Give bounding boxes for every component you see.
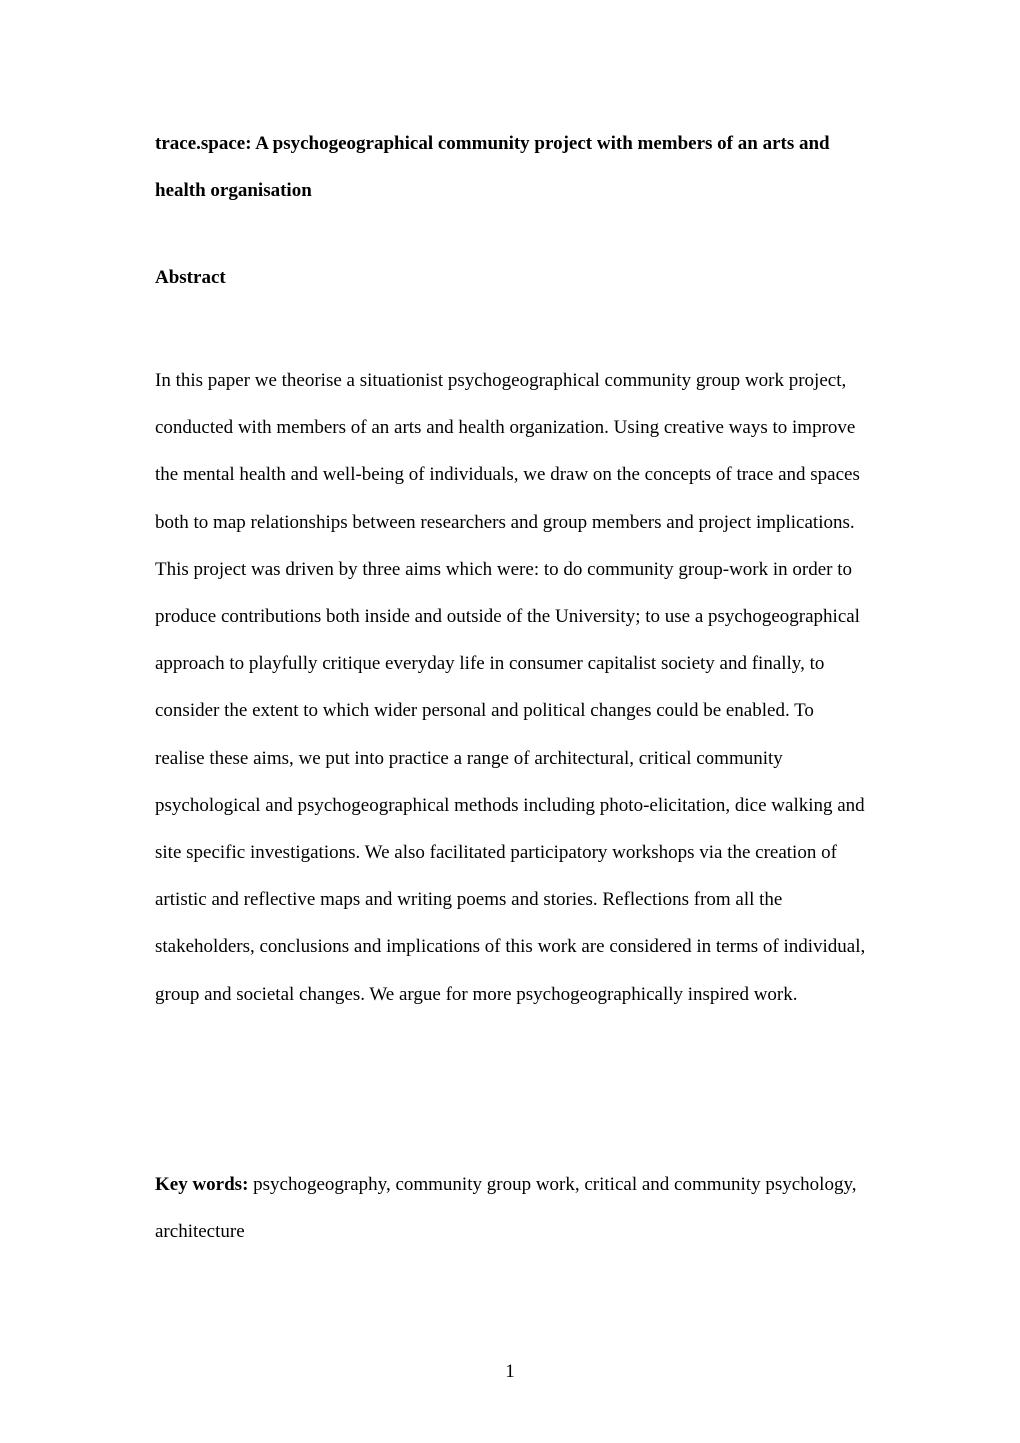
abstract-body: In this paper we theorise a situationist psychogeographical community group work project, conducted with members of an arts and health organization. Using creative ways to improve the mental health and well-being of individuals, we draw on the concepts of trace and spaces both to map relationships between researchers and group members and project implications. This project was driven by three aims which were: to do community group-work in order to produce contributions both inside and outside of the University; to use a psychogeographical approach to playfully critique everyday life in consumer capitalist society and finally, to consider the extent to which wider personal and political changes could be enabled. To realise these aims, we put into practice a range of architectural, critical community psychological and psychogeographical methods including photo-elicitation, dice walking and site specific investigations. We also facilitated participatory workshops via the creation of artistic and reflective maps and writing poems and stories. Reflections from all the stakeholders, conclusions and implications of this work are considered in terms of individual, group and societal changes. We argue for more psychogeographically inspired work. <box>155 370 866 1005</box>
abstract-heading: Abstract <box>155 267 226 288</box>
keywords-text: psychogeography, community group work, critical and community psychology, architecture <box>155 1174 857 1242</box>
keywords-paragraph <box>155 1161 867 1255</box>
keywords-label: Key words: <box>155 1174 249 1195</box>
page-number: 1 <box>505 1361 515 1382</box>
paper-title: trace.space: A psychogeographical community project with members of an arts and health organisation <box>155 133 830 201</box>
